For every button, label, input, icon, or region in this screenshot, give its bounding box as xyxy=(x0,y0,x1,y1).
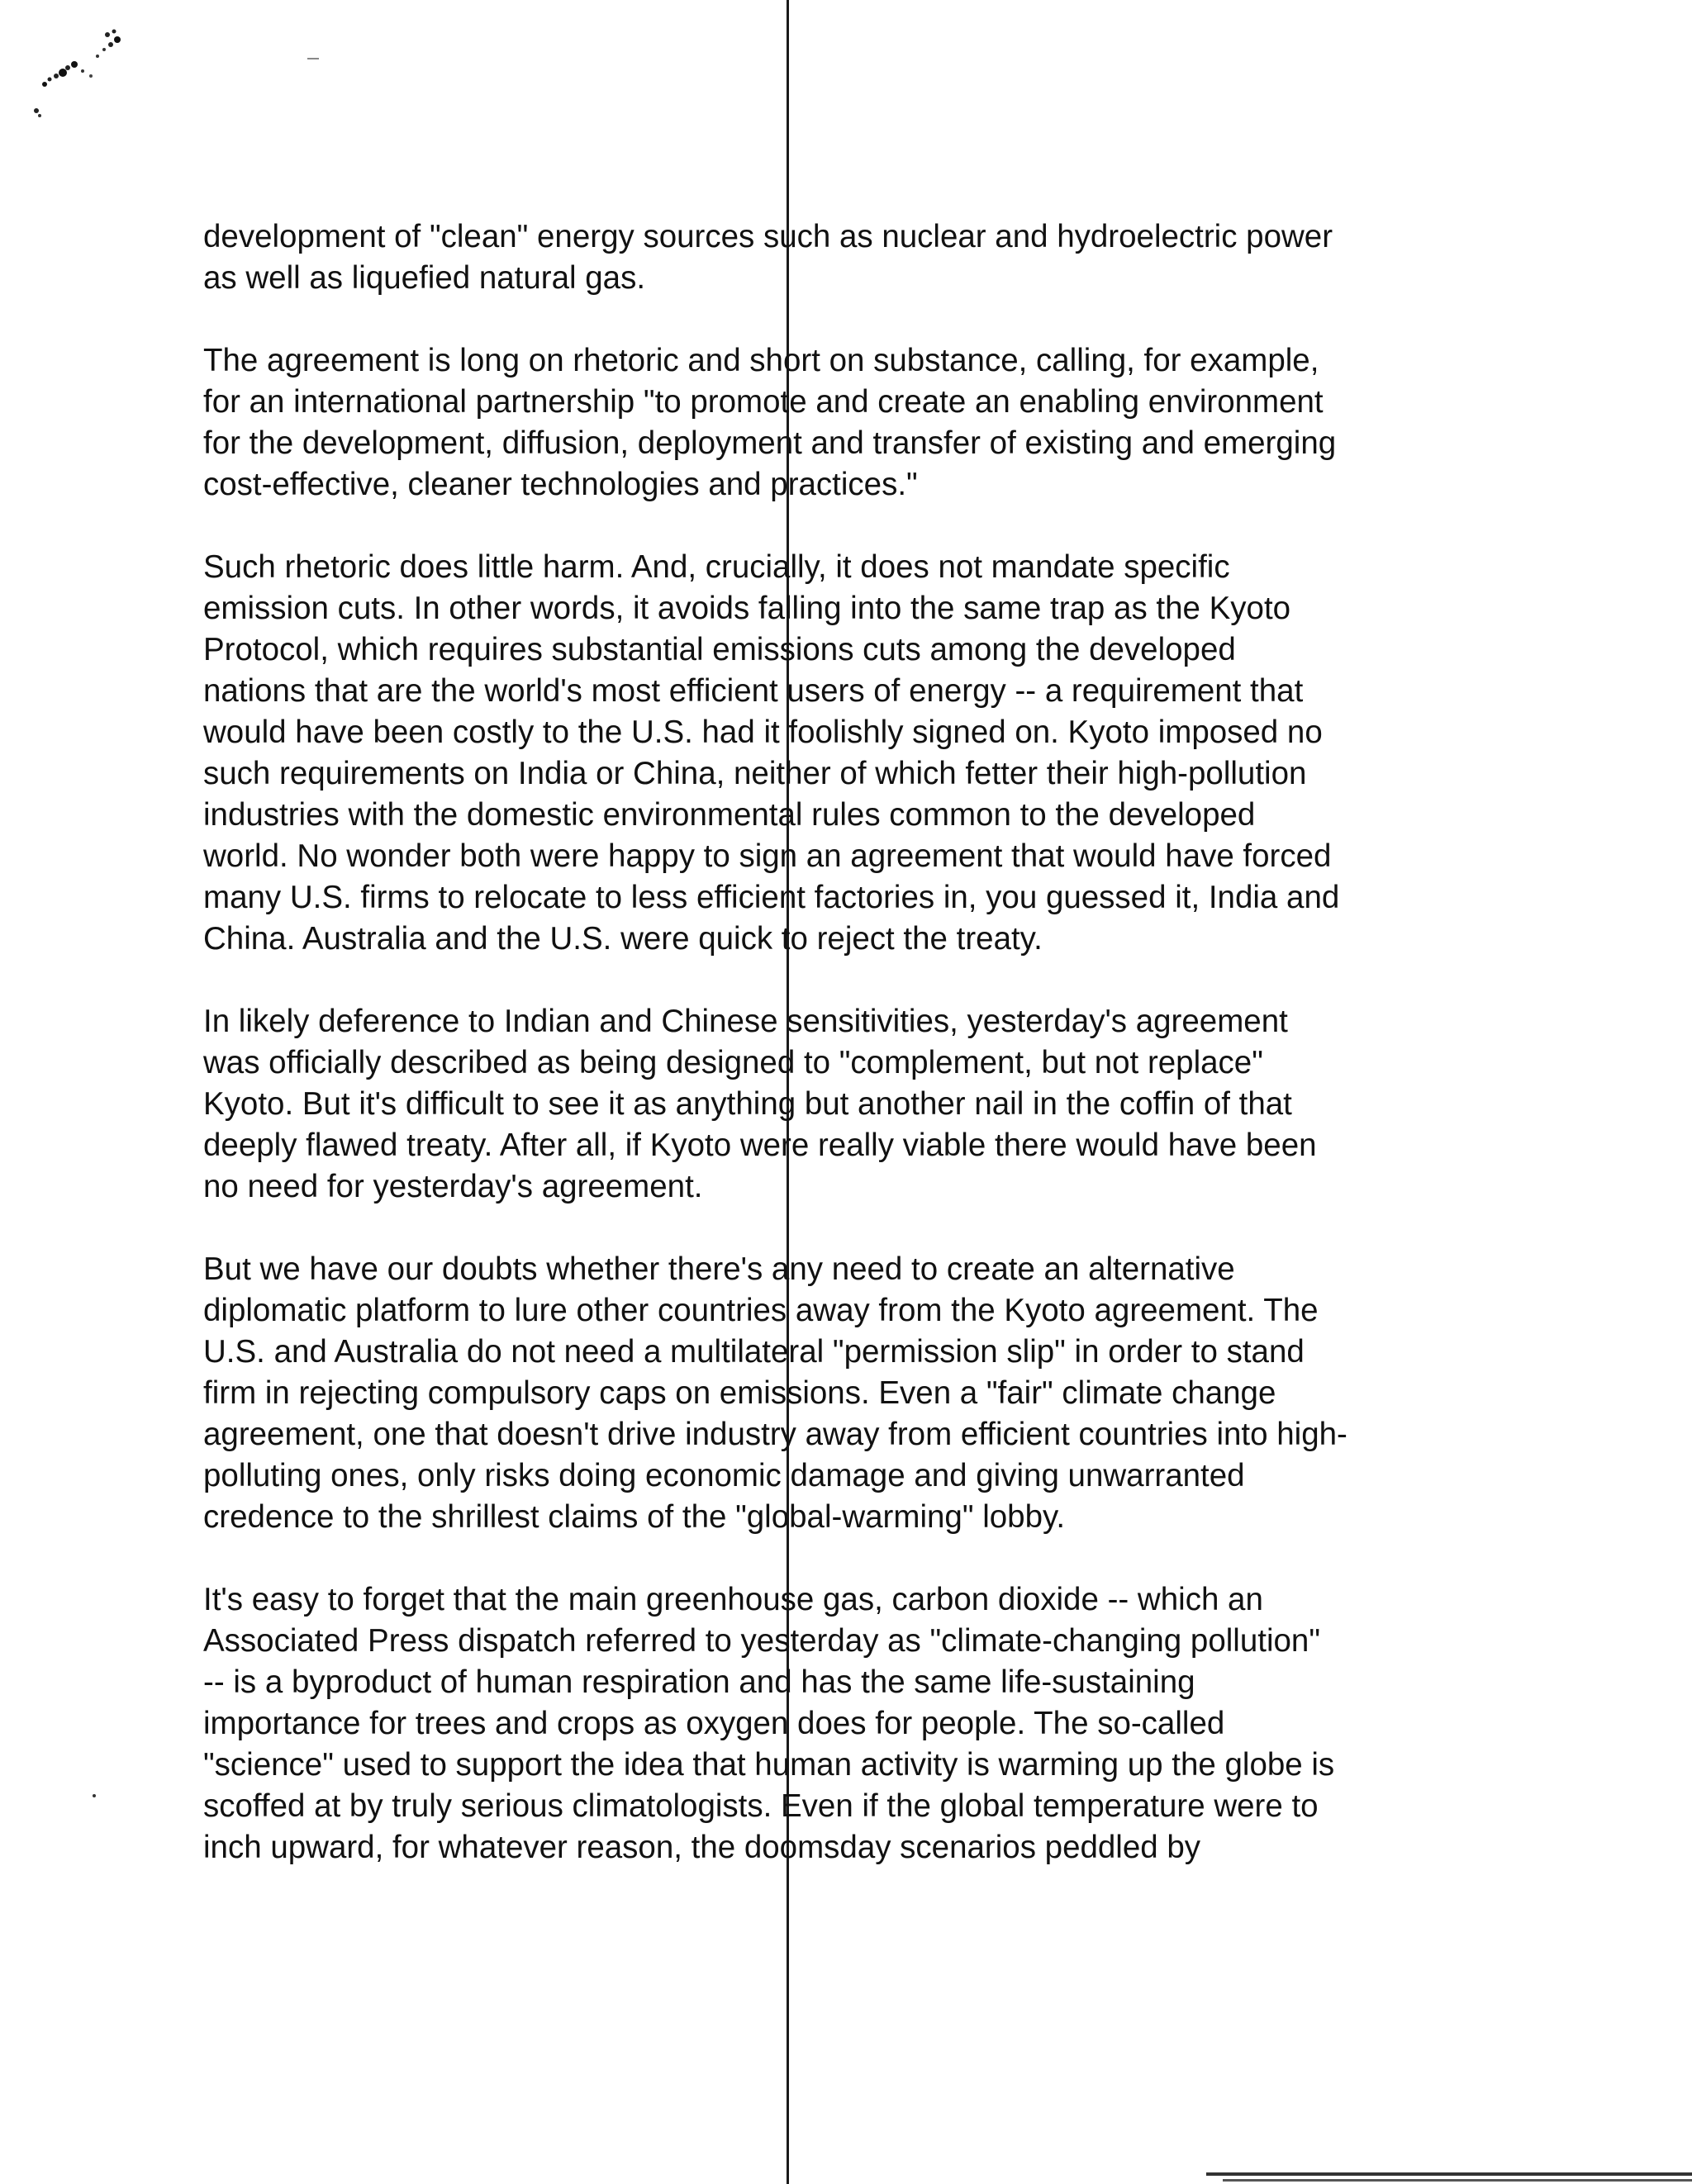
text-line: deeply flawed treaty. After all, if Kyoto were really viable there would have been xyxy=(203,1128,1317,1163)
text-line: importance for trees and crops as oxygen does for people. The so-called xyxy=(203,1706,1225,1741)
text-line: world. No wonder both were happy to sign an agreement that would have forced xyxy=(203,838,1332,874)
text-line: diplomatic platform to lure other countries away from the Kyoto agreement. The xyxy=(203,1293,1319,1328)
text-line: industries with the domestic environmental rules common to the developed xyxy=(203,797,1256,833)
text-line: Kyoto. But it's difficult to see it as anything but another nail in the coffin of that xyxy=(203,1086,1292,1122)
text-line: Associated Press dispatch referred to yesterday as "climate-changing pollution" xyxy=(203,1623,1320,1659)
text-line: In likely deference to Indian and Chinese sensitivities, yesterday's agreement xyxy=(203,1004,1288,1039)
text-line: would have been costly to the U.S. had it foolishly signed on. Kyoto imposed no xyxy=(203,715,1323,750)
text-line: Protocol, which requires substantial emissions cuts among the developed xyxy=(203,632,1236,667)
scan-dot-mark xyxy=(93,1794,96,1797)
paragraph xyxy=(203,1579,1476,1868)
text-line: was officially described as being designed to "complement, but not replace" xyxy=(203,1045,1263,1080)
text-line: many U.S. firms to relocate to less efficient factories in, you guessed it, India and xyxy=(203,880,1340,915)
text-line: nations that are the world's most efficient users of energy -- a requirement that xyxy=(203,673,1304,709)
paragraph xyxy=(203,547,1476,960)
text-line: for an international partnership "to promote and create an enabling environment xyxy=(203,384,1324,420)
text-line: no need for yesterday's agreement. xyxy=(203,1169,703,1204)
page-bottom-edge xyxy=(1206,2172,1692,2176)
text-line: polluting ones, only risks doing economic damage and giving unwarranted xyxy=(203,1458,1245,1493)
text-line: emission cuts. In other words, it avoids falling into the same trap as the Kyoto xyxy=(203,591,1291,626)
text-line: U.S. and Australia do not need a multilateral "permission slip" in order to stand xyxy=(203,1334,1305,1370)
text-line: But we have our doubts whether there's any need to create an alternative xyxy=(203,1251,1235,1287)
text-line: inch upward, for whatever reason, the doomsday scenarios peddled by xyxy=(203,1830,1201,1865)
text-line: -- is a byproduct of human respiration and has the same life-sustaining xyxy=(203,1664,1195,1700)
text-line: such requirements on India or China, neither of which fetter their high-pollution xyxy=(203,756,1307,791)
text-line: for the development, diffusion, deployment and transfer of existing and emerging xyxy=(203,425,1337,461)
text-line: Such rhetoric does little harm. And, crucially, it does not mandate specific xyxy=(203,549,1230,585)
text-line: as well as liquefied natural gas. xyxy=(203,260,646,296)
text-line: The agreement is long on rhetoric and short on substance, calling, for example, xyxy=(203,343,1319,378)
text-line: cost-effective, cleaner technologies and practices." xyxy=(203,467,918,502)
paragraph xyxy=(203,216,1476,299)
text-line: credence to the shrillest claims of the "global-warming" lobby. xyxy=(203,1499,1066,1535)
paragraph xyxy=(203,1001,1476,1208)
article-body xyxy=(203,216,1476,1910)
text-line: firm in rejecting compulsory caps on emissions. Even a "fair" climate change xyxy=(203,1375,1276,1411)
paragraph xyxy=(203,1249,1476,1538)
text-line: "science" used to support the idea that human activity is warming up the globe is xyxy=(203,1747,1335,1783)
text-line: agreement, one that doesn't drive industry away from efficient countries into high- xyxy=(203,1417,1347,1452)
text-line: China. Australia and the U.S. were quick to reject the treaty. xyxy=(203,921,1043,957)
scan-dash-mark xyxy=(307,58,319,59)
text-line: It's easy to forget that the main greenhouse gas, carbon dioxide -- which an xyxy=(203,1582,1263,1617)
text-line: development of "clean" energy sources such as nuclear and hydroelectric power xyxy=(203,219,1333,254)
scan-speckle-mark xyxy=(25,25,132,132)
page-bottom-edge-shadow xyxy=(1223,2179,1692,2182)
paragraph xyxy=(203,340,1476,506)
text-line: scoffed at by truly serious climatologists. Even if the global temperature were to xyxy=(203,1788,1319,1824)
